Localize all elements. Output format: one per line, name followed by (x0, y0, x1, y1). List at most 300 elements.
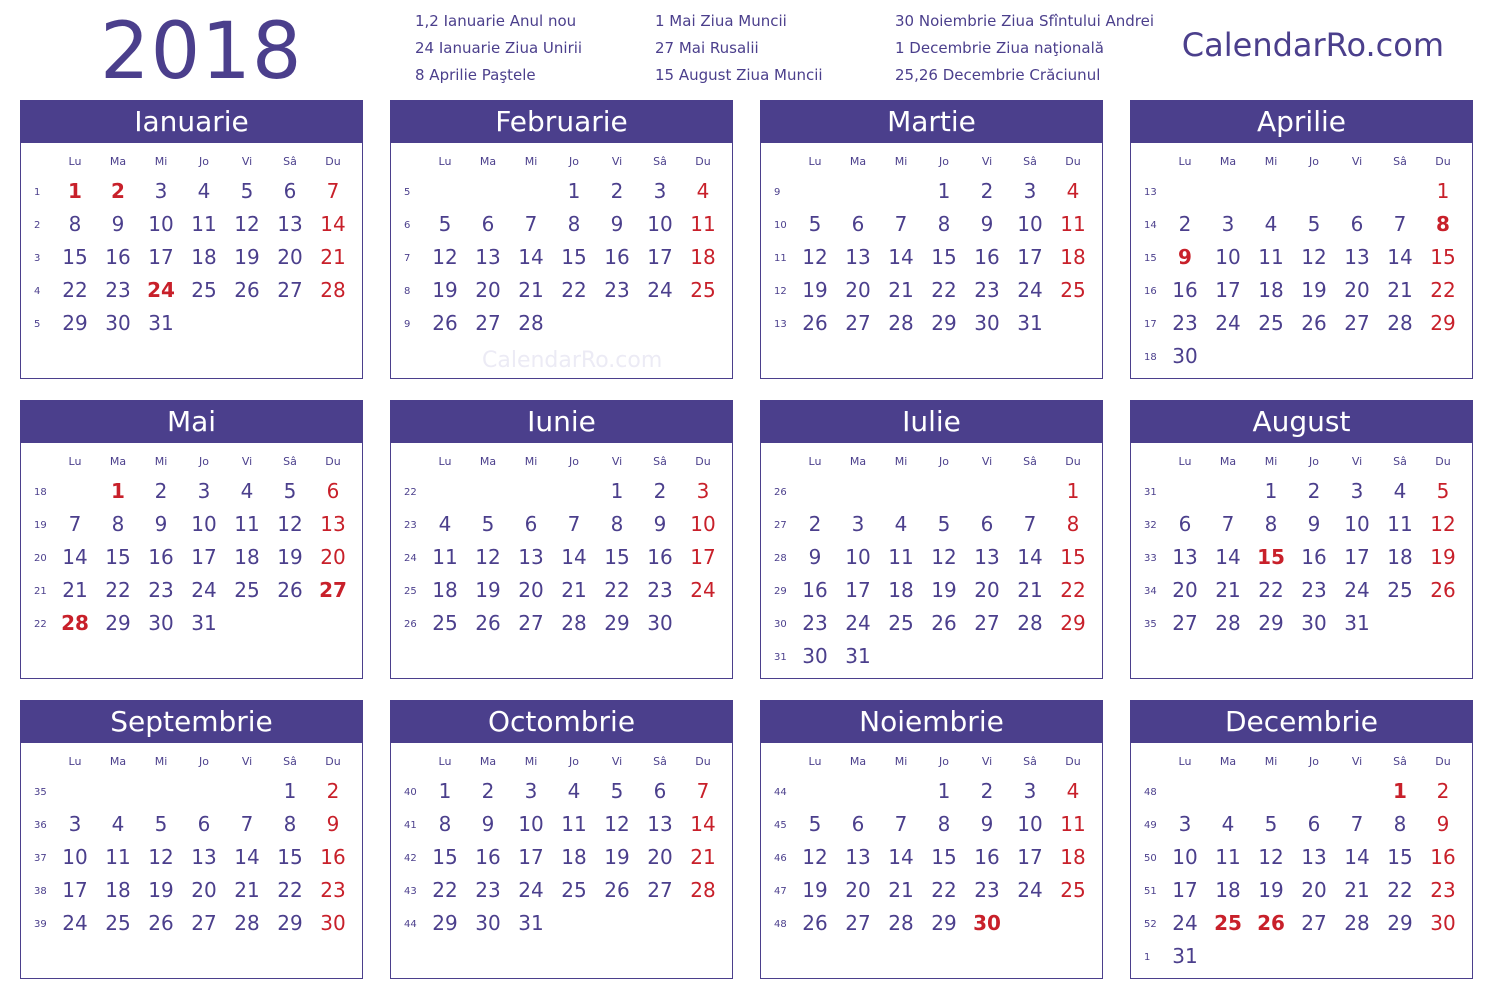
weekday-label: Mi (894, 155, 908, 168)
day-cell: 5 (808, 212, 822, 236)
day-cell: 20 (1172, 578, 1198, 602)
week-number: 9 (404, 319, 411, 330)
day-cell: 15 (1060, 545, 1086, 569)
day-cell: 16 (148, 545, 174, 569)
day-cell: 23 (974, 878, 1000, 902)
day-cell: 11 (561, 812, 587, 836)
weekday-label: Du (695, 755, 711, 768)
weekday-label: Jo (939, 755, 949, 768)
week-number: 25 (404, 586, 417, 597)
day-cell: 18 (191, 245, 217, 269)
week-number: 42 (404, 853, 417, 864)
day-cell: 18 (1060, 845, 1086, 869)
day-cell: 24 (147, 278, 175, 302)
day-cell: 13 (191, 845, 217, 869)
day-cell: 21 (690, 845, 716, 869)
weekday-label: Du (1065, 755, 1081, 768)
day-cell: 9 (1307, 512, 1321, 536)
weekday-label: Mi (894, 455, 908, 468)
day-cell: 26 (1430, 578, 1456, 602)
day-cell: 21 (1387, 278, 1413, 302)
week-number: 27 (774, 520, 787, 531)
day-cell: 26 (234, 278, 260, 302)
day-cell: 31 (1017, 311, 1043, 335)
weekday-label: Du (1435, 455, 1451, 468)
day-cell: 21 (1017, 578, 1043, 602)
day-cell: 9 (808, 545, 822, 569)
day-cell: 22 (1060, 578, 1086, 602)
day-cell: 6 (524, 512, 538, 536)
day-cell: 7 (68, 512, 82, 536)
day-cell: 6 (851, 212, 865, 236)
day-cell: 11 (432, 545, 458, 569)
weekday-label: Du (1435, 155, 1451, 168)
day-cell: 27 (1344, 311, 1370, 335)
day-cell: 20 (845, 878, 871, 902)
weekday-label: Mi (894, 755, 908, 768)
weekday-label: Lu (808, 155, 822, 168)
day-cell: 6 (481, 212, 495, 236)
week-number: 24 (404, 553, 417, 564)
day-cell: 10 (1017, 812, 1043, 836)
weekday-label: Sâ (1023, 455, 1037, 468)
day-cell: 29 (62, 311, 88, 335)
day-cell: 11 (1387, 512, 1413, 536)
day-cell: 11 (1215, 845, 1241, 869)
week-number: 6 (404, 220, 411, 231)
day-cell: 31 (148, 311, 174, 335)
week-number: 33 (1144, 553, 1157, 564)
day-cell: 4 (1221, 812, 1235, 836)
week-number: 19 (34, 520, 47, 531)
weekday-label: Jo (1309, 755, 1319, 768)
weekday-label: Ma (109, 155, 127, 168)
day-cell: 5 (937, 512, 951, 536)
day-cell: 5 (481, 512, 495, 536)
day-cell: 16 (604, 245, 630, 269)
weekday-label: Ma (479, 155, 497, 168)
day-cell: 14 (888, 845, 914, 869)
day-cell: 16 (105, 245, 131, 269)
day-cell: 10 (647, 212, 673, 236)
day-cell: 8 (610, 512, 624, 536)
day-cell: 26 (432, 311, 458, 335)
day-cell: 22 (105, 578, 131, 602)
day-cell: 10 (191, 512, 217, 536)
day-cell: 10 (62, 845, 88, 869)
day-cell: 19 (604, 845, 630, 869)
weekday-label: Du (1065, 455, 1081, 468)
weekday-header (21, 755, 362, 771)
day-cell: 13 (1301, 845, 1327, 869)
weekday-label: Lu (1178, 755, 1192, 768)
day-cell: 6 (283, 179, 297, 203)
day-cell: 11 (1060, 812, 1086, 836)
day-cell: 11 (1060, 212, 1086, 236)
holiday-item: 30 Noiembrie Ziua Sfîntului Andrei (895, 12, 1155, 30)
weekday-label: Vi (981, 455, 993, 468)
weekday-header (391, 155, 732, 171)
weekday-label: Mi (154, 755, 168, 768)
day-cell: 1 (438, 779, 452, 803)
weekday-label: Jo (199, 155, 209, 168)
day-cell: 1 (567, 179, 581, 203)
month-title: Aprilie (1131, 101, 1472, 143)
day-cell: 8 (438, 812, 452, 836)
day-cell: 19 (432, 278, 458, 302)
day-cell: 22 (277, 878, 303, 902)
day-cell: 26 (1257, 911, 1285, 935)
day-cell: 2 (610, 179, 624, 203)
day-cell: 7 (1023, 512, 1037, 536)
day-cell: 5 (154, 812, 168, 836)
day-cell: 26 (802, 311, 828, 335)
week-number: 10 (774, 220, 787, 231)
day-cell: 23 (647, 578, 673, 602)
month-octombrie (390, 700, 733, 979)
weekday-label: Ma (849, 455, 867, 468)
weekday-label: Lu (808, 455, 822, 468)
day-cell: 5 (240, 179, 254, 203)
week-number: 52 (1144, 919, 1157, 930)
day-cell: 19 (802, 278, 828, 302)
day-cell: 12 (802, 245, 828, 269)
month-title: Septembrie (21, 701, 362, 743)
day-cell: 15 (432, 845, 458, 869)
day-cell: 11 (191, 212, 217, 236)
week-number: 2 (34, 220, 41, 231)
week-number: 37 (34, 853, 47, 864)
day-cell: 9 (154, 512, 168, 536)
day-cell: 9 (481, 812, 495, 836)
weekday-label: Vi (981, 155, 993, 168)
day-cell: 1 (1066, 479, 1080, 503)
day-cell: 25 (561, 878, 587, 902)
month-februarie (390, 100, 733, 379)
day-cell: 12 (1430, 512, 1456, 536)
week-number: 23 (404, 520, 417, 531)
site-name[interactable]: CalendarRo.com (1181, 26, 1444, 64)
holiday-column (415, 8, 655, 89)
day-cell: 23 (1301, 578, 1327, 602)
day-cell: 2 (111, 179, 125, 203)
weekday-header (21, 455, 362, 471)
day-cell: 1 (111, 479, 125, 503)
day-cell: 25 (234, 578, 260, 602)
holiday-item: 1 Mai Ziua Muncii (655, 12, 787, 30)
day-cell: 10 (845, 545, 871, 569)
weekday-label: Sâ (1393, 155, 1407, 168)
weekday-label: Sâ (653, 755, 667, 768)
weekday-label: Lu (438, 755, 452, 768)
week-number: 51 (1144, 886, 1157, 897)
week-number: 50 (1144, 853, 1157, 864)
year-title: 2018 (100, 7, 303, 97)
weekday-header (1131, 155, 1472, 171)
week-number: 31 (1144, 487, 1157, 498)
day-cell: 1 (1264, 479, 1278, 503)
day-cell: 14 (690, 812, 716, 836)
day-cell: 6 (1350, 212, 1364, 236)
day-cell: 2 (326, 779, 340, 803)
week-number: 13 (1144, 187, 1157, 198)
day-cell: 25 (1060, 278, 1086, 302)
day-cell: 22 (1430, 278, 1456, 302)
weekday-label: Jo (569, 155, 579, 168)
day-cell: 3 (653, 179, 667, 203)
day-cell: 7 (1221, 512, 1235, 536)
day-cell: 16 (1430, 845, 1456, 869)
day-cell: 30 (1172, 344, 1198, 368)
day-cell: 29 (1430, 311, 1456, 335)
weekday-label: Sâ (1393, 755, 1407, 768)
day-cell: 22 (604, 578, 630, 602)
week-number: 21 (34, 586, 47, 597)
day-cell: 18 (1060, 245, 1086, 269)
day-cell: 15 (1430, 245, 1456, 269)
week-number: 35 (34, 787, 47, 798)
weekday-label: Vi (611, 455, 623, 468)
day-cell: 13 (845, 845, 871, 869)
day-cell: 1 (1436, 179, 1450, 203)
day-cell: 18 (561, 845, 587, 869)
weekday-label: Jo (939, 455, 949, 468)
day-cell: 25 (690, 278, 716, 302)
day-cell: 5 (808, 812, 822, 836)
day-cell: 29 (105, 611, 131, 635)
day-cell: 9 (610, 212, 624, 236)
day-cell: 4 (197, 179, 211, 203)
day-cell: 3 (1023, 779, 1037, 803)
day-cell: 4 (438, 512, 452, 536)
holiday-item: 25,26 Decembrie Crăciunul (895, 66, 1101, 84)
day-cell: 16 (1172, 278, 1198, 302)
day-cell: 8 (68, 212, 82, 236)
day-cell: 7 (567, 512, 581, 536)
week-number: 22 (404, 487, 417, 498)
day-cell: 7 (240, 812, 254, 836)
day-cell: 21 (1215, 578, 1241, 602)
day-cell: 5 (438, 212, 452, 236)
week-number: 22 (34, 619, 47, 630)
day-cell: 7 (524, 212, 538, 236)
weekday-label: Lu (68, 155, 82, 168)
day-cell: 6 (1178, 512, 1192, 536)
weekday-header (1131, 455, 1472, 471)
day-cell: 23 (974, 278, 1000, 302)
day-cell: 20 (475, 278, 501, 302)
day-cell: 20 (320, 545, 346, 569)
day-cell: 27 (475, 311, 501, 335)
weekday-header (761, 755, 1102, 771)
weekday-label: Sâ (283, 455, 297, 468)
day-cell: 20 (277, 245, 303, 269)
day-cell: 13 (320, 512, 346, 536)
week-number: 3 (34, 253, 41, 264)
weekday-label: Lu (1178, 455, 1192, 468)
week-number: 12 (774, 286, 787, 297)
day-cell: 29 (604, 611, 630, 635)
day-cell: 14 (1017, 545, 1043, 569)
week-number: 15 (1144, 253, 1157, 264)
weekday-label: Vi (1351, 755, 1363, 768)
day-cell: 17 (62, 878, 88, 902)
day-cell: 3 (1023, 179, 1037, 203)
day-cell: 13 (647, 812, 673, 836)
day-cell: 3 (197, 479, 211, 503)
day-cell: 13 (277, 212, 303, 236)
day-cell: 23 (475, 878, 501, 902)
weekday-label: Ma (109, 755, 127, 768)
day-cell: 22 (931, 878, 957, 902)
weekday-header (761, 455, 1102, 471)
day-cell: 27 (1301, 911, 1327, 935)
weekday-label: Lu (68, 455, 82, 468)
day-cell: 21 (234, 878, 260, 902)
day-cell: 25 (888, 611, 914, 635)
day-cell: 12 (802, 845, 828, 869)
day-cell: 5 (1264, 812, 1278, 836)
day-cell: 18 (1215, 878, 1241, 902)
day-cell: 14 (62, 545, 88, 569)
day-cell: 30 (1430, 911, 1456, 935)
weekday-label: Jo (199, 755, 209, 768)
weekday-label: Mi (1264, 455, 1278, 468)
weekday-label: Mi (524, 455, 538, 468)
day-cell: 27 (319, 578, 347, 602)
day-cell: 6 (980, 512, 994, 536)
day-cell: 8 (283, 812, 297, 836)
day-cell: 4 (696, 179, 710, 203)
weekday-label: Lu (68, 755, 82, 768)
day-cell: 10 (1172, 845, 1198, 869)
week-number: 14 (1144, 220, 1157, 231)
month-septembrie (20, 700, 363, 979)
day-cell: 18 (1387, 545, 1413, 569)
day-cell: 19 (802, 878, 828, 902)
day-cell: 6 (197, 812, 211, 836)
day-cell: 15 (277, 845, 303, 869)
day-cell: 26 (148, 911, 174, 935)
day-cell: 8 (1393, 812, 1407, 836)
day-cell: 28 (888, 911, 914, 935)
day-cell: 23 (604, 278, 630, 302)
day-cell: 12 (1258, 845, 1284, 869)
week-number: 29 (774, 586, 787, 597)
weekday-label: Sâ (653, 455, 667, 468)
weekday-label: Ma (1219, 155, 1237, 168)
day-cell: 19 (148, 878, 174, 902)
day-cell: 17 (191, 545, 217, 569)
day-cell: 24 (690, 578, 716, 602)
day-cell: 11 (888, 545, 914, 569)
week-number: 44 (774, 787, 787, 798)
month-title: Iunie (391, 401, 732, 443)
day-cell: 27 (518, 611, 544, 635)
day-cell: 4 (567, 779, 581, 803)
day-cell: 30 (802, 644, 828, 668)
weekday-label: Sâ (1393, 455, 1407, 468)
day-cell: 9 (980, 212, 994, 236)
day-cell: 4 (1066, 779, 1080, 803)
day-cell: 3 (1178, 812, 1192, 836)
day-cell: 21 (1344, 878, 1370, 902)
weekday-label: Sâ (653, 155, 667, 168)
week-number: 30 (774, 619, 787, 630)
day-cell: 11 (690, 212, 716, 236)
day-cell: 12 (931, 545, 957, 569)
day-cell: 5 (283, 479, 297, 503)
day-cell: 12 (234, 212, 260, 236)
day-cell: 9 (111, 212, 125, 236)
day-cell: 16 (974, 845, 1000, 869)
day-cell: 12 (604, 812, 630, 836)
day-cell: 25 (1387, 578, 1413, 602)
day-cell: 3 (68, 812, 82, 836)
day-cell: 20 (845, 278, 871, 302)
day-cell: 11 (1258, 245, 1284, 269)
day-cell: 13 (518, 545, 544, 569)
day-cell: 19 (1258, 878, 1284, 902)
day-cell: 27 (191, 911, 217, 935)
week-number: 40 (404, 787, 417, 798)
day-cell: 4 (1393, 479, 1407, 503)
day-cell: 26 (604, 878, 630, 902)
day-cell: 4 (1264, 212, 1278, 236)
day-cell: 6 (851, 812, 865, 836)
day-cell: 15 (604, 545, 630, 569)
day-cell: 19 (1430, 545, 1456, 569)
day-cell: 24 (191, 578, 217, 602)
day-cell: 18 (690, 245, 716, 269)
month-title: Octombrie (391, 701, 732, 743)
day-cell: 22 (931, 278, 957, 302)
week-number: 1 (1144, 952, 1151, 963)
day-cell: 2 (980, 779, 994, 803)
day-cell: 17 (1344, 545, 1370, 569)
week-number: 32 (1144, 520, 1157, 531)
day-cell: 24 (1017, 278, 1043, 302)
weekday-label: Ma (479, 755, 497, 768)
day-cell: 25 (105, 911, 131, 935)
day-cell: 31 (518, 911, 544, 935)
weekday-label: Du (325, 455, 341, 468)
day-cell: 27 (277, 278, 303, 302)
day-cell: 14 (518, 245, 544, 269)
day-cell: 21 (320, 245, 346, 269)
day-cell: 10 (1017, 212, 1043, 236)
day-cell: 29 (277, 911, 303, 935)
day-cell: 24 (1344, 578, 1370, 602)
day-cell: 7 (1350, 812, 1364, 836)
weekday-label: Vi (611, 755, 623, 768)
day-cell: 31 (845, 644, 871, 668)
day-cell: 15 (62, 245, 88, 269)
day-cell: 30 (148, 611, 174, 635)
weekday-label: Vi (1351, 155, 1363, 168)
holiday-item: 8 Aprilie Paştele (415, 66, 536, 84)
week-number: 26 (404, 619, 417, 630)
day-cell: 21 (518, 278, 544, 302)
day-cell: 10 (690, 512, 716, 536)
day-cell: 21 (888, 878, 914, 902)
day-cell: 12 (148, 845, 174, 869)
day-cell: 15 (931, 845, 957, 869)
weekday-label: Ma (109, 455, 127, 468)
day-cell: 17 (1172, 878, 1198, 902)
day-cell: 22 (62, 278, 88, 302)
day-cell: 21 (888, 278, 914, 302)
